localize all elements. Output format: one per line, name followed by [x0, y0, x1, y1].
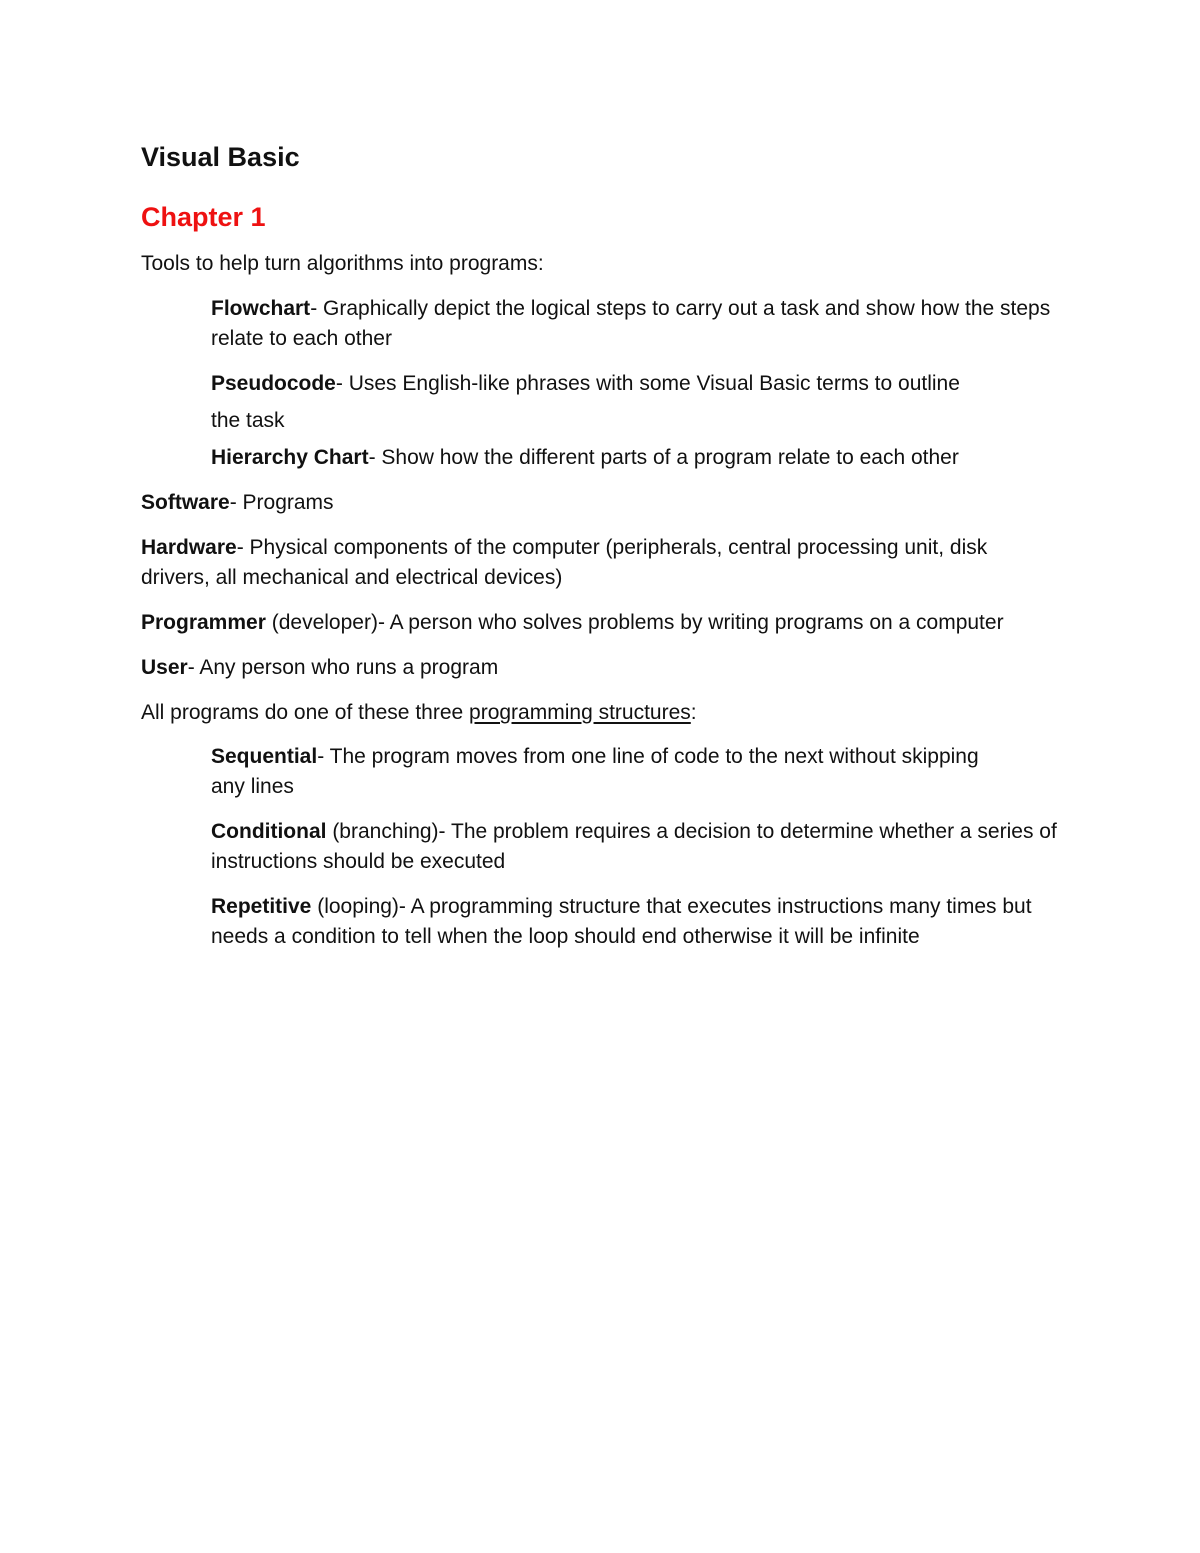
tool-pseudocode-continued: the task: [211, 409, 285, 432]
term-pseudocode: Pseudocode: [211, 372, 336, 395]
term-conditional: Conditional: [211, 820, 327, 843]
term-user: User: [141, 656, 188, 679]
tools-intro: Tools to help turn algorithms into programs:: [141, 252, 544, 275]
tool-pseudocode: [211, 369, 1061, 399]
term-hierarchy-chart: Hierarchy Chart: [211, 446, 369, 469]
term-programmer: Programmer: [141, 611, 266, 634]
definition-hierarchy-chart: - Show how the different parts of a program relate to each other: [368, 446, 959, 469]
definition-repetitive: (looping)- A programming structure that executes instructions many times but needs a condition to tell when the loop should end otherwise it will be infinite: [211, 895, 1032, 948]
tool-flowchart: [211, 294, 1061, 354]
term-hardware: Hardware: [141, 536, 237, 559]
structure-repetitive: [211, 892, 1041, 952]
definition-conditional: (branching)- The problem requires a decision to determine whether a series of instructions should be executed: [211, 820, 1057, 873]
definition-hardware: [141, 533, 1051, 593]
structures-intro-underlined: programming structures: [469, 701, 691, 724]
document-content: [141, 136, 1061, 952]
definition-sequential: - The program moves from one line of code to the next without skipping any lines: [211, 745, 979, 798]
definition-programmer-text: (developer)- A person who solves problems by writing programs on a computer: [265, 611, 1004, 634]
definition-hardware-text: - Physical components of the computer (peripherals, central processing unit, disk drivers, all mechanical and electrical devices): [141, 536, 988, 589]
structures-intro: [141, 698, 1061, 728]
document-title: Visual Basic: [141, 142, 300, 172]
structure-sequential: [211, 742, 1011, 802]
definition-software-text: - Programs: [229, 491, 334, 514]
term-flowchart: Flowchart: [211, 297, 311, 320]
term-software: Software: [141, 491, 230, 514]
definition-software: [141, 488, 1061, 518]
chapter-heading: Chapter 1: [141, 202, 266, 232]
definition-user: [141, 653, 1061, 683]
structures-intro-text: All programs do one of these three: [141, 701, 470, 724]
term-sequential: Sequential: [211, 745, 318, 768]
structures-intro-colon: :: [690, 701, 697, 724]
tool-hierarchy-chart: [211, 443, 1061, 473]
term-repetitive: Repetitive: [211, 895, 312, 918]
definition-programmer: [141, 608, 1021, 638]
definition-pseudocode: - Uses English-like phrases with some Visual Basic terms to outline: [335, 372, 960, 395]
structure-conditional: [211, 817, 1061, 877]
definition-flowchart: - Graphically depict the logical steps to carry out a task and show how the steps relate to each other: [211, 297, 1051, 350]
definition-user-text: - Any person who runs a program: [187, 656, 499, 679]
